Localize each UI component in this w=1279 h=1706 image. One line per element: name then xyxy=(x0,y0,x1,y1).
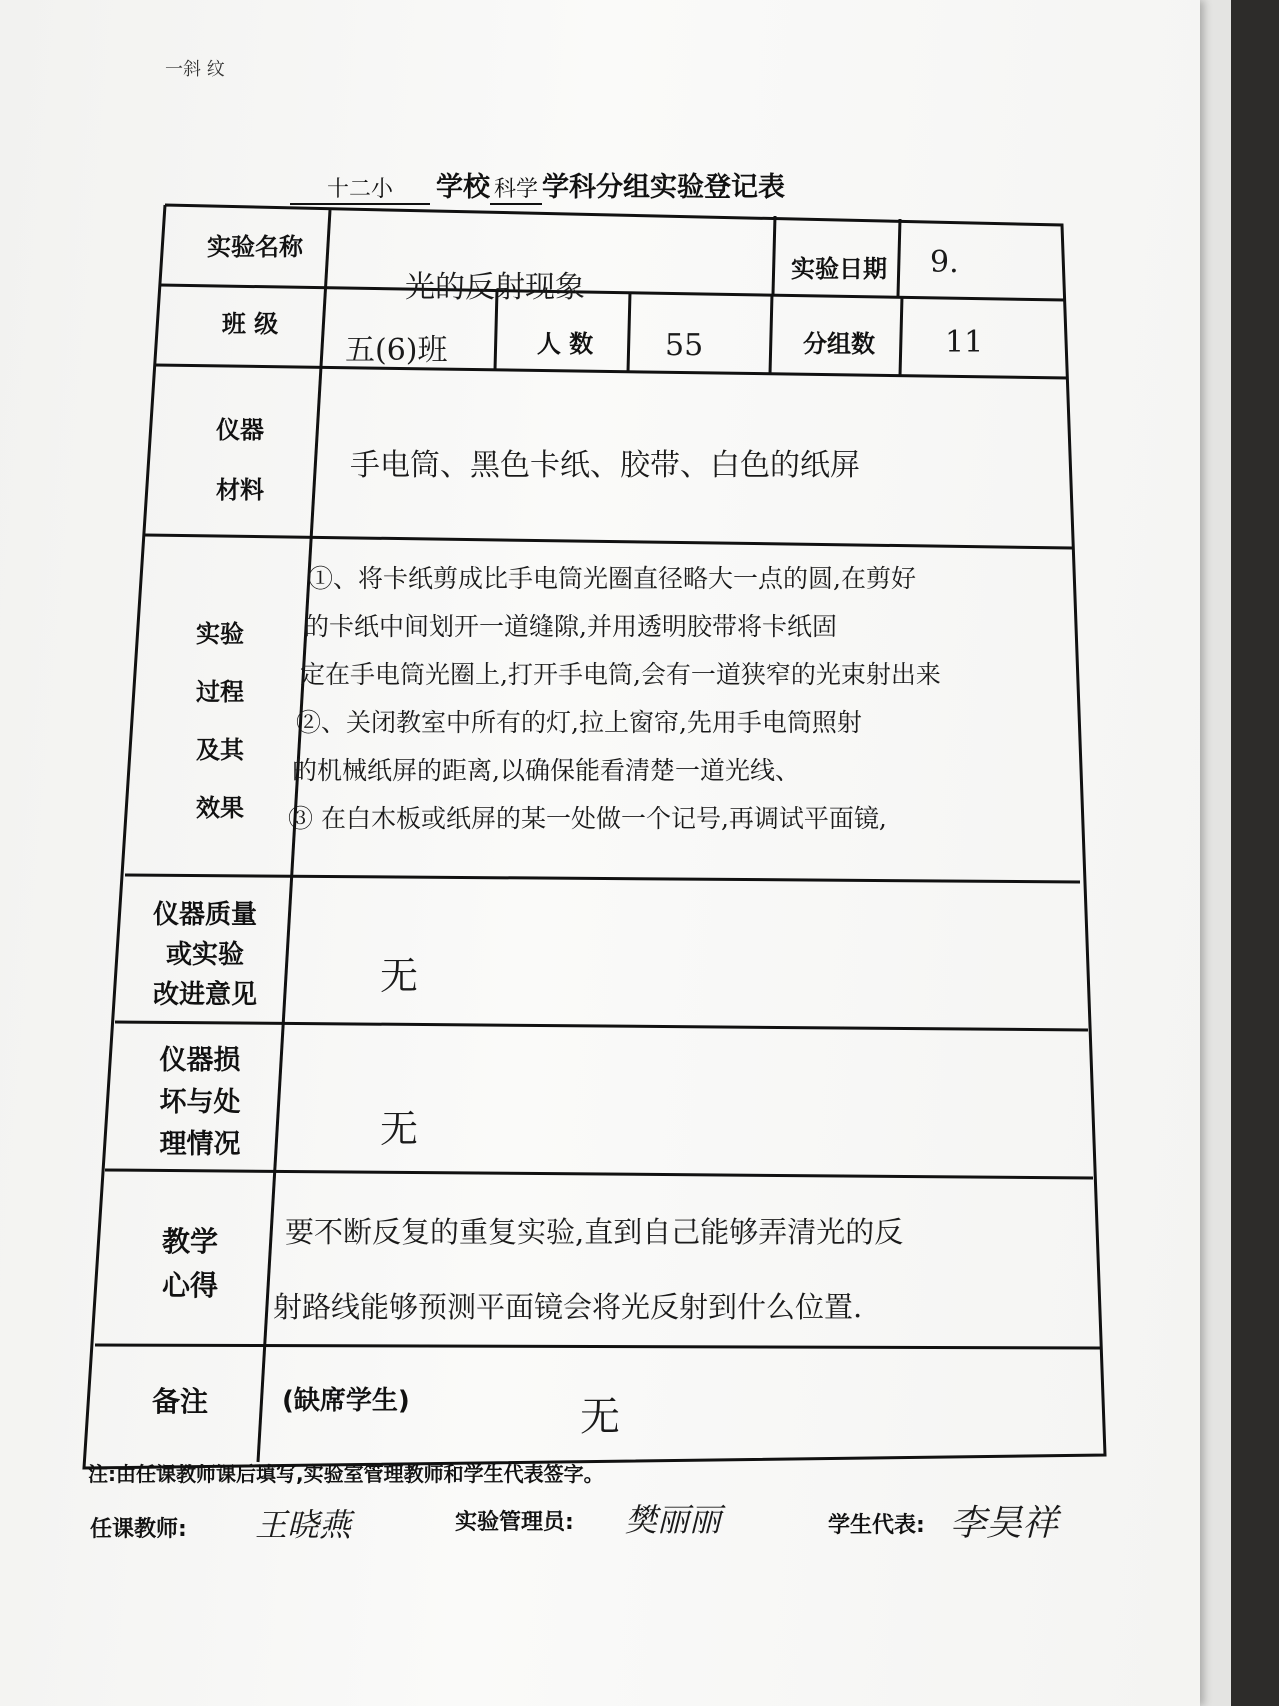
damage-label xyxy=(130,1040,270,1166)
materials-label-line-2: 材料 xyxy=(216,476,264,504)
teacher-signature: 王晓燕 xyxy=(255,1506,352,1544)
teaching-label xyxy=(130,1220,250,1308)
process-line: ①、将卡纸剪成比手电筒光圈直径略大一点的圆,在剪好 xyxy=(308,564,916,593)
teaching-line: 射路线能够预测平面镜会将光反射到什么位置. xyxy=(273,1290,863,1324)
school-name-handwritten: 十二小 xyxy=(290,172,430,205)
row-line-1 xyxy=(160,285,1065,300)
people-count-value: 55 xyxy=(665,328,704,363)
student-signature-label: 学生代表: xyxy=(828,1513,925,1538)
process-label-line: 效果 xyxy=(196,794,244,822)
top-scrawl: 一斜 纹 xyxy=(165,59,225,80)
quality-label-line: 或实验 xyxy=(165,940,244,970)
process-line: 定在手电筒光圈上,打开手电筒,会有一道狭窄的光束射出来 xyxy=(300,660,941,689)
row-line-4 xyxy=(125,875,1080,882)
teacher-signature-label: 任课教师: xyxy=(90,1517,187,1542)
class-label: 班 级 xyxy=(221,310,279,338)
damage-label-line: 理情况 xyxy=(159,1129,241,1160)
row-line-7 xyxy=(95,1345,1100,1348)
materials-value: 手电筒、黑色卡纸、胶带、白色的纸屏 xyxy=(350,448,860,483)
process-line: 的卡纸中间划开一道缝隙,并用透明胶带将卡纸固 xyxy=(304,612,837,641)
experiment-date-label: 实验日期 xyxy=(791,255,887,283)
r2-divider-b xyxy=(628,292,630,372)
row-line-3 xyxy=(145,535,1072,548)
school-suffix: 学校 xyxy=(436,172,490,203)
remarks-label: 备注 xyxy=(151,1385,208,1418)
group-count-label: 分组数 xyxy=(803,330,875,358)
r2-divider-d xyxy=(900,296,902,376)
people-count-label: 人 数 xyxy=(536,330,594,358)
process-text xyxy=(288,555,1068,843)
quality-label-line: 改进意见 xyxy=(152,980,257,1010)
process-line: ③ 在白木板或纸屏的某一处做一个记号,再调试平面镜, xyxy=(288,804,887,833)
quality-value: 无 xyxy=(380,954,419,998)
teaching-label-line: 心得 xyxy=(161,1269,218,1302)
damage-label-line: 坏与处 xyxy=(159,1087,241,1118)
admin-signature-label: 实验管理员: xyxy=(455,1510,574,1535)
experiment-name-label: 实验名称 xyxy=(207,233,303,261)
damage-value: 无 xyxy=(380,1107,419,1151)
row-line-6 xyxy=(105,1170,1093,1178)
row-line-2 xyxy=(155,365,1068,378)
teaching-line: 要不断反复的重复实验,直到自己能够弄清光的反 xyxy=(285,1215,904,1249)
r1-divider-b xyxy=(898,219,900,296)
experiment-name-value: 光的反射现象 xyxy=(405,270,585,305)
group-count-value: 11 xyxy=(945,325,984,360)
process-label xyxy=(165,605,275,837)
remarks-value: 无 xyxy=(580,1394,620,1440)
remarks-sub-label: (缺席学生) xyxy=(282,1386,410,1416)
r2-divider-c xyxy=(770,294,772,374)
process-label-line: 过程 xyxy=(196,678,244,706)
footnote: 注:由任课教师课后填写,实验室管理教师和学生代表签字。 xyxy=(88,1462,604,1486)
damage-label-line: 仪器损 xyxy=(159,1045,241,1076)
teaching-label-line: 教学 xyxy=(161,1225,218,1258)
r1-divider-a xyxy=(773,216,775,294)
process-label-line: 及其 xyxy=(196,736,244,764)
quality-label xyxy=(130,895,280,1015)
process-line: ②、关闭教室中所有的灯,拉上窗帘,先用手电筒照射 xyxy=(296,708,862,737)
materials-label xyxy=(180,400,300,520)
title-heading: 学科分组实验登记表 xyxy=(542,172,786,203)
quality-label-line: 仪器质量 xyxy=(152,900,257,930)
admin-signature: 樊丽丽 xyxy=(625,1501,722,1539)
materials-label-line-1: 仪器 xyxy=(216,416,264,444)
student-signature: 李昊祥 xyxy=(950,1503,1059,1544)
row-line-5 xyxy=(115,1022,1088,1030)
teaching-text xyxy=(273,1195,904,1345)
process-line: 的机械纸屏的距离,以确保能看清楚一道光线、 xyxy=(292,756,800,785)
process-label-line: 实验 xyxy=(196,620,244,648)
class-value: 五(6)班 xyxy=(345,333,448,368)
experiment-date-value: 9. xyxy=(930,245,959,280)
subject-handwritten: 科学 xyxy=(490,172,542,205)
